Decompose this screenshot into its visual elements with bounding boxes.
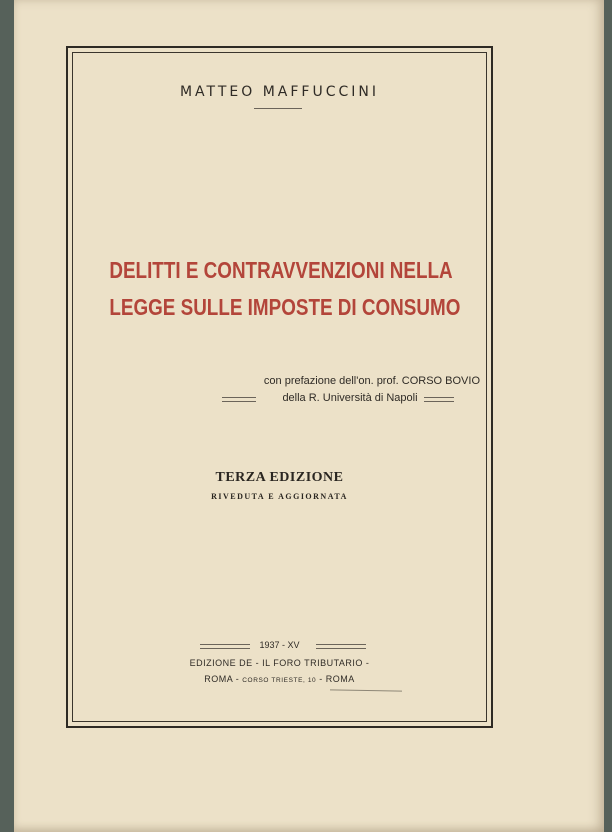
edition-subtitle: RIVEDUTA E AGGIORNATA: [211, 492, 348, 501]
author-underline: [254, 108, 302, 109]
edition-label: TERZA EDIZIONE: [215, 470, 344, 485]
book-title: [109, 252, 461, 326]
year-rule-right: [316, 644, 366, 649]
address-street: CORSO TRIESTE, 10: [242, 677, 317, 684]
preface-rule-right: [424, 397, 454, 402]
inner-frame-border: [72, 52, 487, 722]
title-line-1: DELITTI E CONTRAVVENZIONI NELLA: [109, 257, 453, 283]
address-city: ROMA: [204, 674, 233, 684]
address-city-end: ROMA: [325, 674, 355, 684]
publisher-name: EDIZIONE DE - IL FORO TRIBUTARIO -: [189, 658, 370, 668]
title-line-2: LEGGE SULLE IMPOSTE DI CONSUMO: [109, 294, 461, 320]
publisher-address: ROMA - CORSO TRIESTE, 10 - ROMA: [204, 674, 355, 684]
publication-year: 1937 - XV: [259, 640, 300, 650]
preface-line-2: della R. Università di Napoli: [282, 392, 418, 404]
preface-rule-left: [222, 397, 256, 402]
author-name: MATTEO MAFFUCCINI: [179, 84, 380, 100]
preface-line-1: con prefazione dell'on. prof. CORSO BOVIO: [263, 375, 480, 387]
